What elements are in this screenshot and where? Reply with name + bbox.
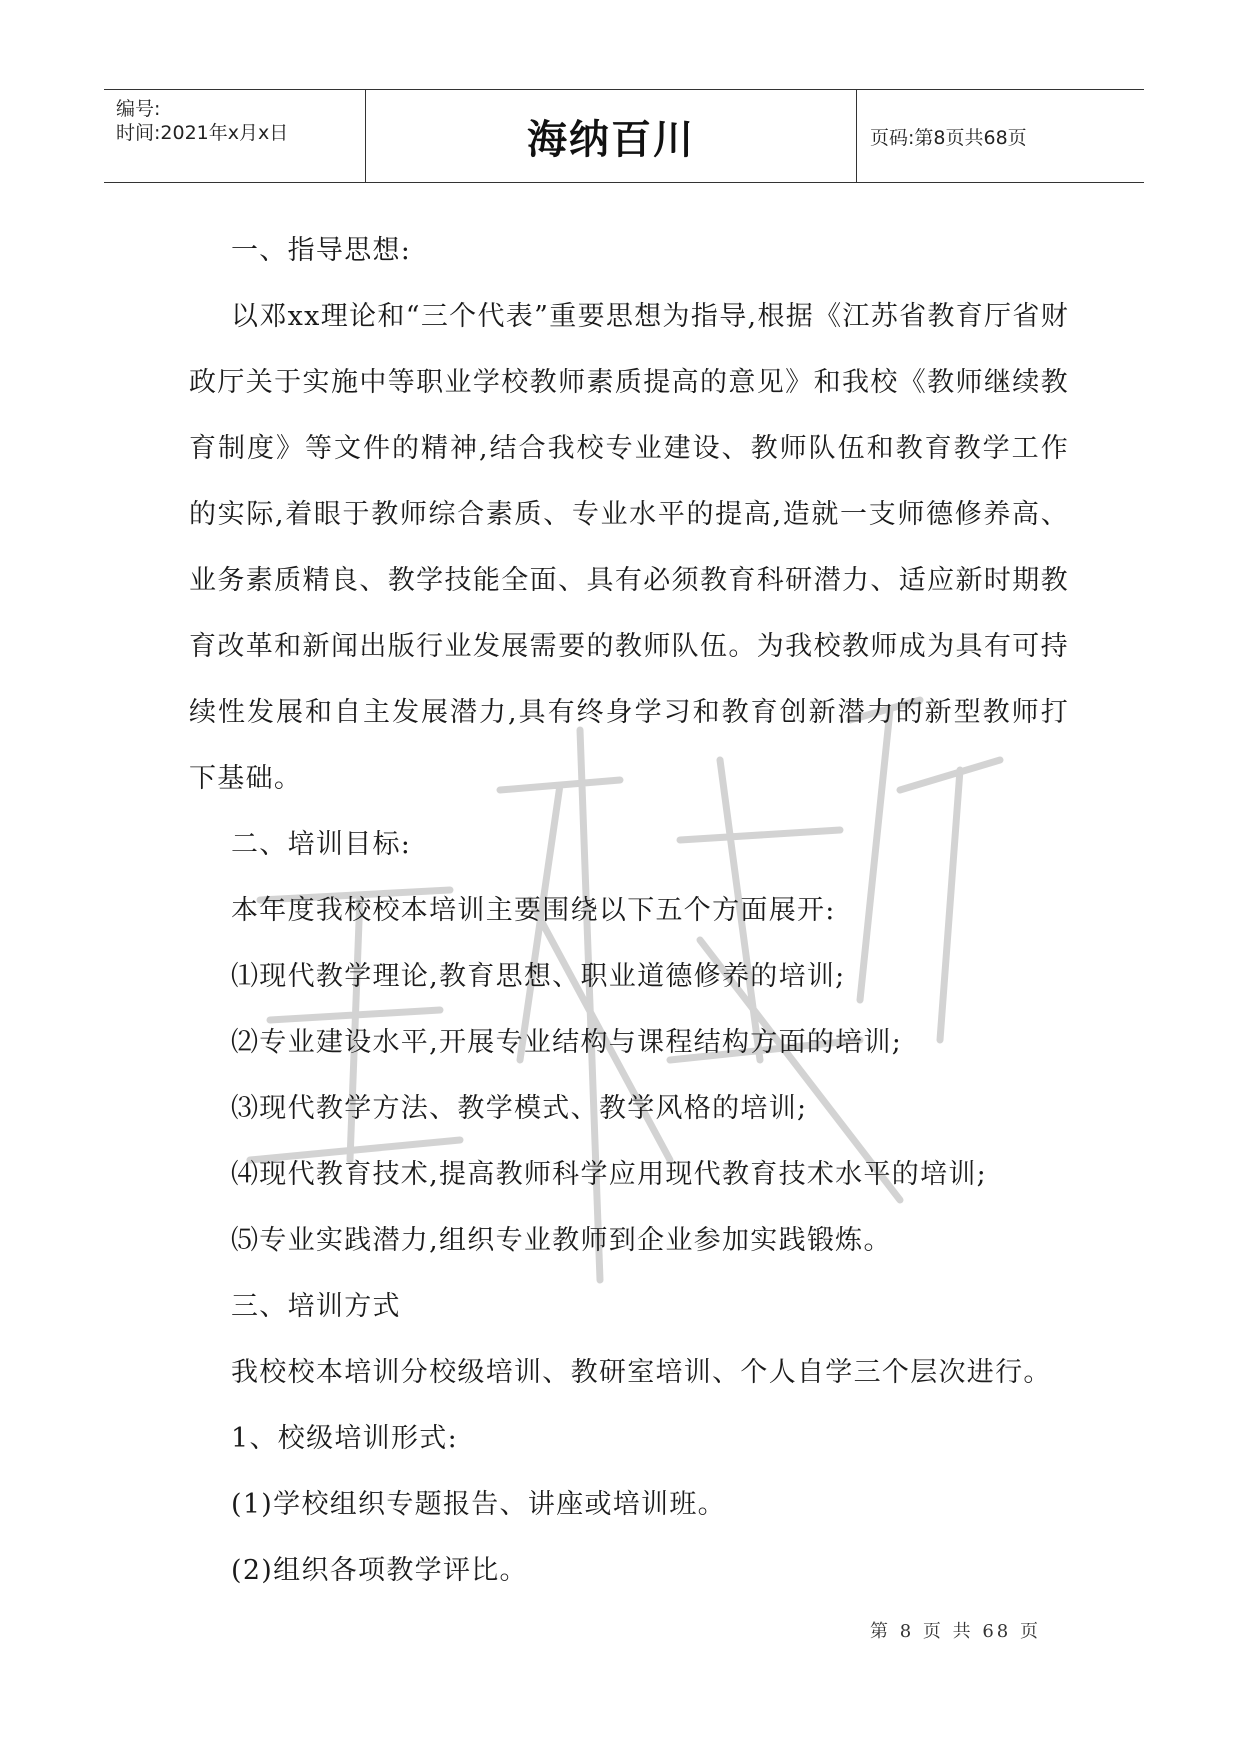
section-heading-training-goals: 二、培训目标:	[231, 829, 412, 860]
method-item-2: (2)组织各项教学评比。	[231, 1555, 528, 1586]
header-meta-cell	[104, 90, 366, 182]
goal-item-5: ⑸专业实践潜力,组织专业教师到企业参加实践锻炼。	[231, 1225, 892, 1256]
document-header	[104, 89, 1144, 183]
header-page-code: 页码:第8页共68页	[870, 126, 1027, 149]
header-brand-cell	[366, 90, 857, 182]
goal-item-3: ⑶现代教学方法、教学模式、教学风格的培训;	[231, 1093, 808, 1124]
goal-item-2: ⑵专业建设水平,开展专业结构与课程结构方面的培训;	[231, 1027, 903, 1058]
subheading-school-level: 1、校级培训形式:	[231, 1423, 458, 1454]
brand-title: 海纳百川	[527, 116, 695, 163]
method-item-1: (1)学校组织专题报告、讲座或培训班。	[231, 1489, 726, 1520]
header-page-cell	[857, 90, 1144, 182]
date-line: 时间:2021年x月x日	[116, 122, 289, 144]
serial-number-label: 编号:	[116, 98, 161, 120]
goal-item-1: ⑴现代教学理论,教育思想、职业道德修养的培训;	[231, 961, 846, 992]
section-heading-guiding-ideology: 一、指导思想:	[231, 235, 412, 266]
document-body	[189, 218, 1069, 1604]
paragraph-guiding-ideology: 以邓xx理论和“三个代表”重要思想为指导,根据《江苏省教育厅省财政厅关于实施中等职业学校教师素质提高的意见》和我校《教师继续教育制度》等文件的精神,结合我校专业建设、教师队伍和教育教学工作的实际,着眼于教师综合素质、专业水平的提高,造就一支师德修养高、业务素质精良、教学技能全面、具有必须教育科研潜力、适应新时期教育改革和新闻出版行业发展需要的教师队伍。为我校教师成为具有可持续性发展和自主发展潜力,具有终身学习和教育创新潜力的新型教师打下基础。	[189, 301, 1069, 794]
page-footer: 第 8 页 共 68 页	[870, 1621, 1041, 1642]
section-heading-training-methods: 三、培训方式	[231, 1291, 401, 1322]
goal-item-4: ⑷现代教育技术,提高教师科学应用现代教育技术水平的培训;	[231, 1159, 988, 1190]
paragraph-goals-intro: 本年度我校校本培训主要围绕以下五个方面展开:	[231, 895, 836, 926]
paragraph-methods-intro: 我校校本培训分校级培训、教研室培训、个人自学三个层次进行。	[231, 1357, 1052, 1388]
